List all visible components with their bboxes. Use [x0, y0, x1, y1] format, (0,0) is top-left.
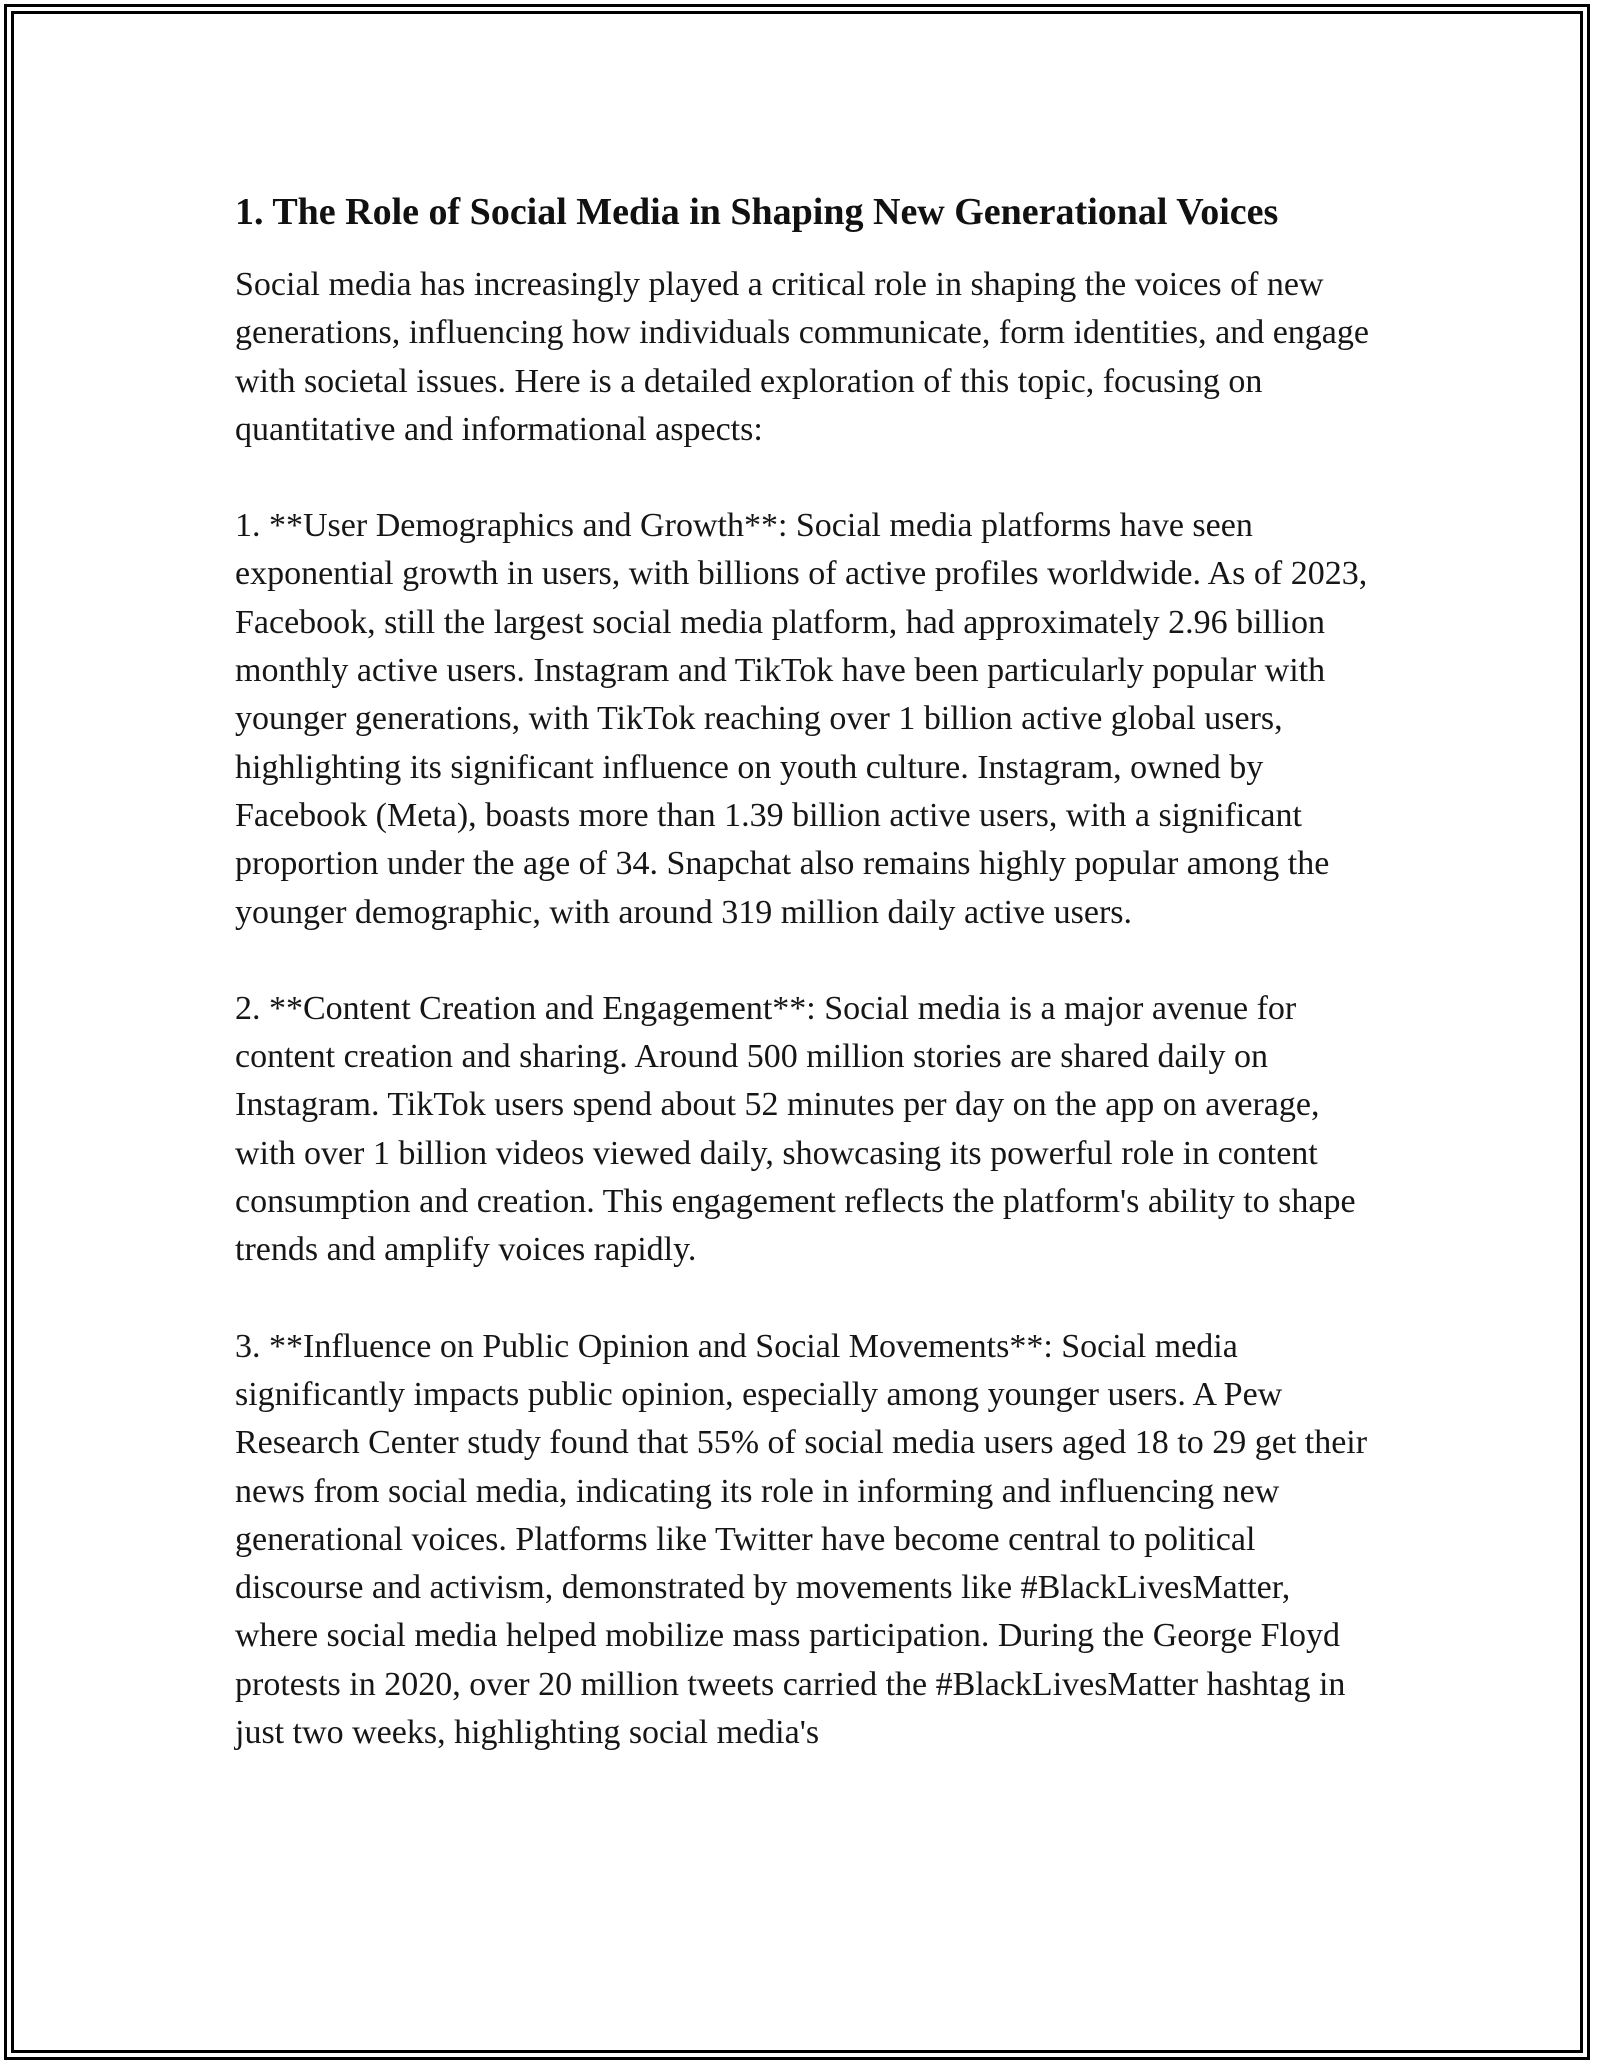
document-body — [235, 185, 1380, 1805]
paragraph-content-creation: 2. **Content Creation and Engagement**: Social media is a major avenue for content creation and sharing. Around 500 million stories are shared daily on Instagram. TikTok users spend about 52 minutes per day on the app on average, with over 1 billion videos viewed daily, showcasing its powerful role in content consumption and creation. This engagement reflects the platform's ability to shape trends and amplify voices rapidly. — [235, 989, 1356, 1269]
document-title: 1. The Role of Social Media in Shaping New Generational Voices — [235, 191, 1279, 233]
paragraph-user-demographics: 1. **User Demographics and Growth**: Social media platforms have seen exponential growth in users, with billions of active profiles worldwide. As of 2023, Facebook, still the largest social media platform, had approximately 2.96 billion monthly active users. Instagram and TikTok have been particularly popular with younger generations, with TikTok reaching over 1 billion active global users, highlighting its significant influence on youth culture. Instagram, owned by Facebook (Meta), boasts more than 1.39 billion active users, with a significant proportion under the age of 34. Snapchat also remains highly popular among the younger demographic, with around 319 million daily active users. — [235, 507, 1368, 931]
paragraph-public-opinion: 3. **Influence on Public Opinion and Social Movements**: Social media significantly impacts public opinion, especially among younger users. A Pew Research Center study found that 55% of social media users aged 18 to 29 get their news from social media, indicating its role in informing and influencing new generational voices. Platforms like Twitter have become central to political discourse and activism, demonstrated by movements like #BlackLivesMatter, where social media helped mobilize mass participation. During the George Floyd protests in 2020, over 20 million tweets carried the #BlackLivesMatter hashtag in just two weeks, highlighting social media's — [235, 1327, 1368, 1752]
intro-paragraph: Social media has increasingly played a critical role in shaping the voices of new generations, influencing how individuals communicate, form identities, and engage with societal issues. Here is a detailed exploration of this topic, focusing on quantitative and informational aspects: — [235, 266, 1369, 448]
